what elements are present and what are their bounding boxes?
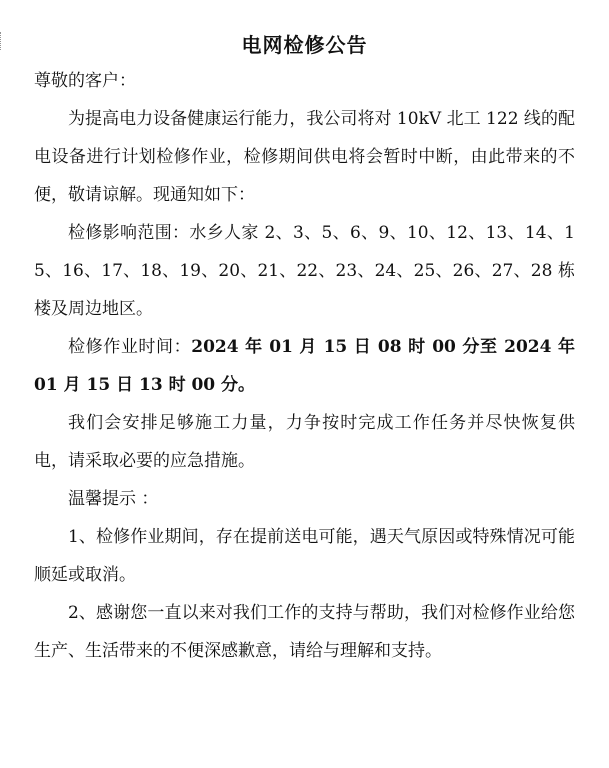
salutation: 尊敬的客户： [34, 71, 136, 91]
intro-paragraph: 为提高电力设备健康运行能力，我公司将对 10kV 北工 122 线的配电设备进行计划检修作业，检修期间供电将会暂时中断，由此带来的不便，敬请谅解。现通知如下： [34, 109, 575, 205]
page-title: 电网检修公告 [241, 33, 368, 57]
tips-heading: 温馨提示 ： [68, 489, 159, 509]
scope-label: 检修影响范围： [68, 223, 190, 243]
time-label: 检修作业时间： [68, 337, 192, 357]
tip-1: 1、检修作业期间，存在提前送电可能，遇天气原因或特殊情况可能顺延或取消。 [34, 527, 575, 585]
arrangement-paragraph: 我们会安排足够施工力量，力争按时完成工作任务并尽快恢复供电，请采取必要的应急措施。 [34, 413, 575, 471]
scope-value: 水乡人家 2、3、5、6、9、10、12、13、14、15、16、17、18、19、20、21、22、23、24、25、26、27、28 栋楼及周边地区。 [34, 223, 575, 319]
time-value: 2024 年 01 月 15 日 08 时 00 分至 2024 年 01 月 15 日 13 时 00 分。 [34, 337, 575, 395]
time-paragraph [34, 328, 575, 404]
scope-paragraph [34, 214, 575, 328]
tip-2: 2、感谢您一直以来对我们工作的支持与帮助，我们对检修作业给您生产、生活带来的不便深感歉意，请给与理解和支持。 [34, 603, 575, 661]
